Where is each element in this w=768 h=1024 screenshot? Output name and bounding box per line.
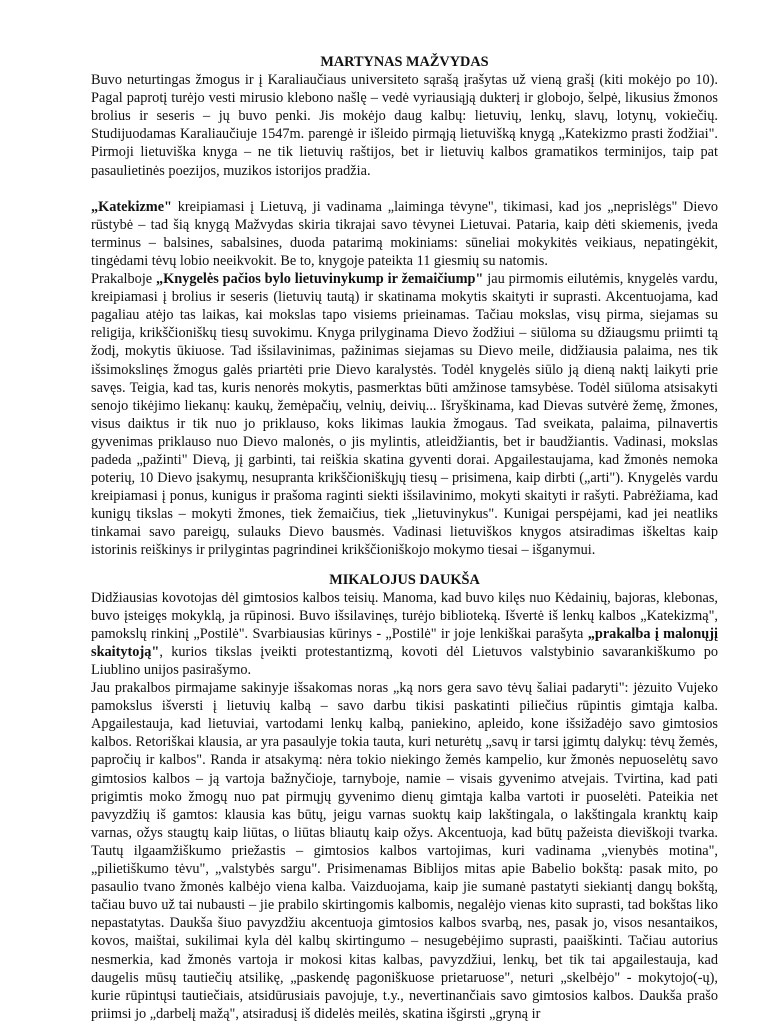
paragraph-gap (91, 560, 718, 571)
paragraph-biography: Buvo neturtingas žmogus ir į Karaliaučiaus universiteto sąrašą įrašytas už vieną grašį (kiti mokėjo po 10). Pagal paprotį turėjo vesti mirusio klebono našlę – vedė vyriausiąją dukterį ir globojo, šelpė, likusius žmonos brolius ir seseris – jų buvo penki. Jis mokėjo daug kalbų: lietuvių, lenkų, slavų, lotynų, vokiečių. Studijuodamas Karaliaučiuje 1547m. parengė ir išleido pirmąją lietuvišką knygą „Katekizmo prasti žodžiai". Pirmoji lietuviška knyga – ne tik lietuvių raštijos, bet ir lietuvių kalbos gramatikos terminijos, taip pat pasaulietinės poezijos, muzikos istorijos pradžia. (91, 72, 718, 179)
paragraph-dauksa-bio (91, 589, 718, 679)
bold-title-knygeles: „Knygelės pačios bylo lietuvinykump ir žemaičiump" (156, 271, 484, 288)
bold-title-prakalba: „prakalba į malonųjį skaitytoją" (91, 625, 718, 660)
paragraph-text: kreipiamasi į Lietuvą, ji vadinama „laiminga tėvyne", tikimasi, kad jos „neprislėgs" Dievo rūstybė – tad šią knygą Mažvydas skiria tikrajai savo tėvynei Lietuvai. Pataria, kaip dėti skiemenis, įveda terminus – balsines, sabalsines, duoda patarimą mokiniams: sūneliai mokykitės veikiaus, nepatingėkit, tingėdami tėvų lobio neeikvokit. Be to, knygoje pateikta 11 giesmių su natomis. (91, 198, 718, 269)
paragraph-text: Prakalboje (91, 271, 157, 288)
paragraph-katekizmas (91, 198, 718, 270)
heading-dauksa: MIKALOJUS DAUKŠA (329, 571, 480, 588)
paragraph-prakalba (91, 270, 718, 560)
bold-title-katekizmas: „Katekizme" (91, 198, 172, 215)
paragraph-gap (91, 180, 718, 198)
heading-mazvydas: MARTYNAS MAŽVYDAS (320, 54, 489, 70)
paragraph-text: , kurios tikslas įveikti protestantizmą, kovoti dėl Lietuvos valstybinio savarankiškumo po Liublino unijos pasirašymo. (91, 643, 718, 678)
paragraph-text: jau pirmomis eilutėmis, knygelės vardu, kreipiamasi į brolius ir seseris (lietuvių tautą) ir skatinama mokytis skaityti ir suprasti. Akcentuojama, kad pagaliau atėjo tas laikas, kai mokslas tapo visiems prieinamas. Tačiau mokslas, visų pirma, siejamas su religija, krikščioniškų tiesų suvokimu. Knyga prilyginama Dievo žodžiui – siūloma su džiaugsmu priimti tą žodį, mokytis ūkiuose. Tad išsilavinimas, pažinimas siejamas su Dievo meile, didžiausia palaima, nes tik išsimokslinęs žmogus galės priartėti prie Dievo karalystės. Todėl knygelės siūlo ją dieną naktį laikyti prie savęs. Teigia, kad tas, kuris nenorės mokytis, pasmerktas būti amžinose tamsybėse. Todėl siūloma atsisakyti senojo tikėjimo liekanų: kaukų, žemėpačių, velnių, deivių... Išryškinama, kad Dievas sutvėrė žemę, žmones, visus daiktus ir tik nuo jo priklauso, koks likimas laukia žmogaus. Tad sveikata, palaima, pilnavertis gyvenimas priklauso nuo Dievo malonės, o jis mylintis, atleidžiantis, bet ir baudžiantis. Vadinasi, mokslas padeda „pažinti" Dievą, jį garbinti, tai reiškia skatina gyventi dorai. Apgailestaujama, kad žmonės nemoka poterių, 10 Dievo įsakymų, nesupranta krikščioniškųjų tiesų – prisimena, kaip dirbti („arti"). Knygelės vardu kreipiamasi į ponus, kunigus ir prašoma raginti siekti išsilavinimo, mokyti skaityti ir rašyti. Pabrėžiama, kad kunigų tikslas – mokyti žmones, tiek žemaičius, tiek „lietuvinykus". Kunigai perspėjami, kad jei neatliks tinkamai savo pareigų, sulauks Dievo bausmės. Vadinasi lietuviškos knygos atsiradimas iškeltas kaip istorinis reiškinys ir prilygintas pagrindinei krikščioniškojo mokymo tiesai – išganymui. (91, 271, 718, 559)
paragraph-dauksa-prakalba: Jau prakalbos pirmajame sakinyje išsakomas noras „ką nors gera savo tėvų šaliai padaryti": jėzuito Vujeko pamokslus išversti į lietuvių kalbą – savo darbu tikisi paskatinti piliečius rūpintis gimtąja kalba. Apgailestauja, kad lietuviai, vartodami lenkų kalbą, paniekino, apleido, kone išsižadėjo savo gimtosios kalbos. Retoriškai klausia, ar yra pasaulyje tokia tauta, kuri neturėtų „savų ir tarsi įgimtų dalykų: tėvų žemės, papročių ir kalbos". Randa ir atsakymą: nėra tokio niekingo žemės kampelio, kur žmonės nepuoselėtų savo gimtosios kalbos – ją vartoja bažnyčioje, tarnyboje, namie – visais gyvenimo atvejais. Tvirtina, kad pati prigimtis moko žmogų nuo pat pirmųjų gyvenimo dienų gimtąja kalba vartoti ir puoselėti. Pateikia net pavyzdžių iš gamtos: klausia kas būtų, jeigu varnas suoktų kaip lakštingala, o lakštingala kranktų kaip varnas, ožys staugtų kaip liūtas, o liūtas bliautų kaip ožys. Akcentuoja, kad būtų pažeista dieviškoji tvarka. Tautų ilgaamžiškumo priežastis – gimtosios kalbos vartojimas, kuri vadinama „vienybės motina", „pilietiškumo tėvu", „valstybės sargu". Prisimenamas Biblijos mitas apie Babelio bokštą: pasak mito, po pasaulio tvano žmonės kalbėjo viena kalba. Vaizduojama, kaip jie sumanė pastatyti siekiantį dangų bokštą, tačiau buvo už tai nubausti – jie prabilo skirtingomis kalbomis, negalėjo vienas kito suprasti, tad bokštas liko nepastatytas. Daukša šiuo pavyzdžiu akcentuoja gimtosios kalbos svarbą, nes, pasak jo, visos nesantaikos, kovos, maištai, sukilimai kyla dėl kalbų skirtingumo – nesugebėjimo suprasti, paaiškinti. Tačiau autorius nesmerkia, kad žmonės vartoja ir mokosi kitas kalbas, pavyzdžiui, lenkų, bet tik tai apgailestauja, kad daugelis mūsų tautiečių atsilikę, „paskendę pagoniškuose prietaruose", neturi „skelbėjo" - mokytojo(-ų), kurie rūpintųsi tautiečiais, atsidūrusiais pavojuje, t.y., nevertinančiais savo gimtosios kalbos. Daukša prašo priimsi jo „darbelį mažą", atsiradusį iš didelės meilės, skatina išgirsti „gryną ir (91, 680, 718, 1022)
paragraph-text: Didžiausias kovotojas dėl gimtosios kalbos teisių. Manoma, kad buvo kilęs nuo Kėdainių, bajoras, klebonas, buvo įsteigęs mokyklą, ja rūpinosi. Buvo išsilavinęs, turėjo biblioteką. Išvertė iš lenkų kalbos „Katekizmą", pamokslų rinkinį „Postilė". Svarbiausias kūrinys - „Postilė" ir joje lenkiškai parašyta (91, 589, 718, 642)
